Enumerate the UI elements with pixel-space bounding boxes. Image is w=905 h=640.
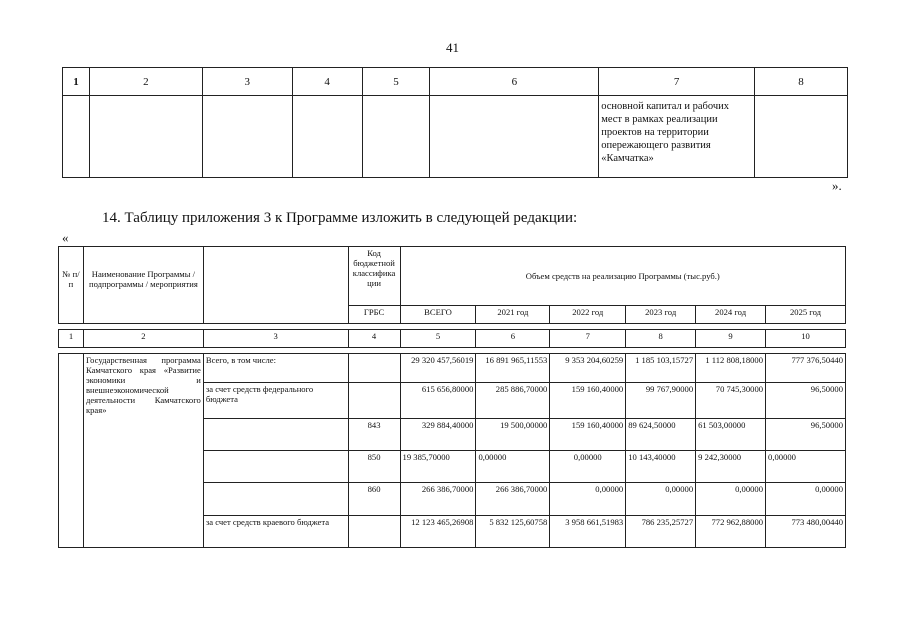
column-number: 7 [599,68,755,96]
row-label [203,483,348,516]
header-name: Наименование Программы / подпрограммы / мероприятия [83,247,203,324]
page-number: 41 [446,40,459,55]
column-number: 6 [430,68,599,96]
column-number: 4 [292,68,362,96]
table-cell [292,96,362,178]
value-cell: 99 767,90000 [626,383,696,419]
grbs-cell [348,354,400,383]
table-cell [202,96,292,178]
column-number: 2 [83,330,203,348]
table-cell [89,96,202,178]
header-num: № п/п [59,247,84,324]
value-cell: 9 242,30000 [696,451,766,483]
value-cell: 29 320 457,56019 [400,354,476,383]
cell-text-line: проектов на территории [601,127,709,138]
value-cell: 266 386,70000 [476,483,550,516]
column-number: 10 [766,330,846,348]
header-year: 2024 год [696,306,766,324]
value-cell: 96,50000 [766,419,846,451]
closing-quote: ». [832,178,842,193]
value-cell: 19 500,00000 [476,419,550,451]
value-cell: 5 832 125,60758 [476,516,550,548]
table-row [59,354,846,383]
grbs-cell: 860 [348,483,400,516]
cell-text-line: основной капитал и рабочих [601,101,729,112]
table-cell [430,96,599,178]
value-cell: 0,00000 [766,483,846,516]
grbs-cell: 843 [348,419,400,451]
header-total: ВСЕГО [400,306,476,324]
value-cell: 16 891 965,11553 [476,354,550,383]
table-cell [362,96,430,178]
row-label: за счет средств краевого бюджета [203,516,348,548]
value-cell: 772 962,88000 [696,516,766,548]
value-cell: 0,00000 [550,451,626,483]
table-cell [755,96,848,178]
grbs-cell [348,383,400,419]
value-cell: 285 886,70000 [476,383,550,419]
value-cell: 61 503,00000 [696,419,766,451]
column-number: 6 [476,330,550,348]
header-volume: Объем средств на реализацию Программы (тыс.руб.) [400,247,845,306]
column-number-row [59,330,846,348]
cell-text-line: «Камчатка» [601,153,654,164]
table-cell [63,96,90,178]
continuation-table [62,67,848,178]
table-header-row [59,247,846,306]
header-year: 2023 год [626,306,696,324]
funding-table [58,246,846,548]
value-cell: 0,00000 [696,483,766,516]
row-label: за счет средств федерального бюджета [203,383,348,419]
column-number: 5 [400,330,476,348]
row-label: Всего, в том числе: [203,354,348,383]
value-cell: 0,00000 [550,483,626,516]
value-cell: 159 160,40000 [550,383,626,419]
column-number: 3 [202,68,292,96]
value-cell: 9 353 204,60259 [550,354,626,383]
value-cell: 19 385,70000 [400,451,476,483]
value-cell: 3 958 661,51983 [550,516,626,548]
header-kbk: Код бюджетной классифика ции [348,247,400,306]
table-cell [599,96,755,178]
value-cell: 159 160,40000 [550,419,626,451]
column-number: 9 [696,330,766,348]
column-number: 1 [59,330,84,348]
column-number: 2 [89,68,202,96]
column-number: 1 [63,68,90,96]
value-cell: 786 235,25727 [626,516,696,548]
value-cell: 329 884,40000 [400,419,476,451]
column-number: 8 [626,330,696,348]
row-label [203,419,348,451]
header-year: 2021 год [476,306,550,324]
value-cell: 777 376,50440 [766,354,846,383]
column-number: 4 [348,330,400,348]
column-number: 3 [203,330,348,348]
header-year: 2022 год [550,306,626,324]
grbs-cell [348,516,400,548]
value-cell: 89 624,50000 [626,419,696,451]
value-cell: 1 185 103,15727 [626,354,696,383]
value-cell: 0,00000 [766,451,846,483]
value-cell: 96,50000 [766,383,846,419]
cell-text-line: мест в рамках реализации [601,114,718,125]
value-cell: 615 656,80000 [400,383,476,419]
section-heading: 14. Таблицу приложения 3 к Программе изложить в следующей редакции: [102,210,578,226]
value-cell: 266 386,70000 [400,483,476,516]
value-cell: 1 112 808,18000 [696,354,766,383]
value-cell: 0,00000 [476,451,550,483]
value-cell: 773 480,00440 [766,516,846,548]
value-cell: 0,00000 [626,483,696,516]
header-grbs: ГРБС [348,306,400,324]
column-number: 7 [550,330,626,348]
opening-quote: « [62,230,69,245]
column-number: 8 [755,68,848,96]
value-cell: 70 745,30000 [696,383,766,419]
table-cell [59,354,84,548]
table-header-row [63,68,848,96]
program-name: Государственная программа Камчатского края «Развитие экономики и внешнеэкономической деятельности Камчатского края» [83,354,203,548]
table-row [63,96,848,178]
column-number: 5 [362,68,430,96]
cell-text-line: опережающего развития [601,140,711,151]
grbs-cell: 850 [348,451,400,483]
header-year: 2025 год [766,306,846,324]
value-cell: 10 143,40000 [626,451,696,483]
value-cell: 12 123 465,26908 [400,516,476,548]
header-empty [203,247,348,324]
row-label [203,451,348,483]
